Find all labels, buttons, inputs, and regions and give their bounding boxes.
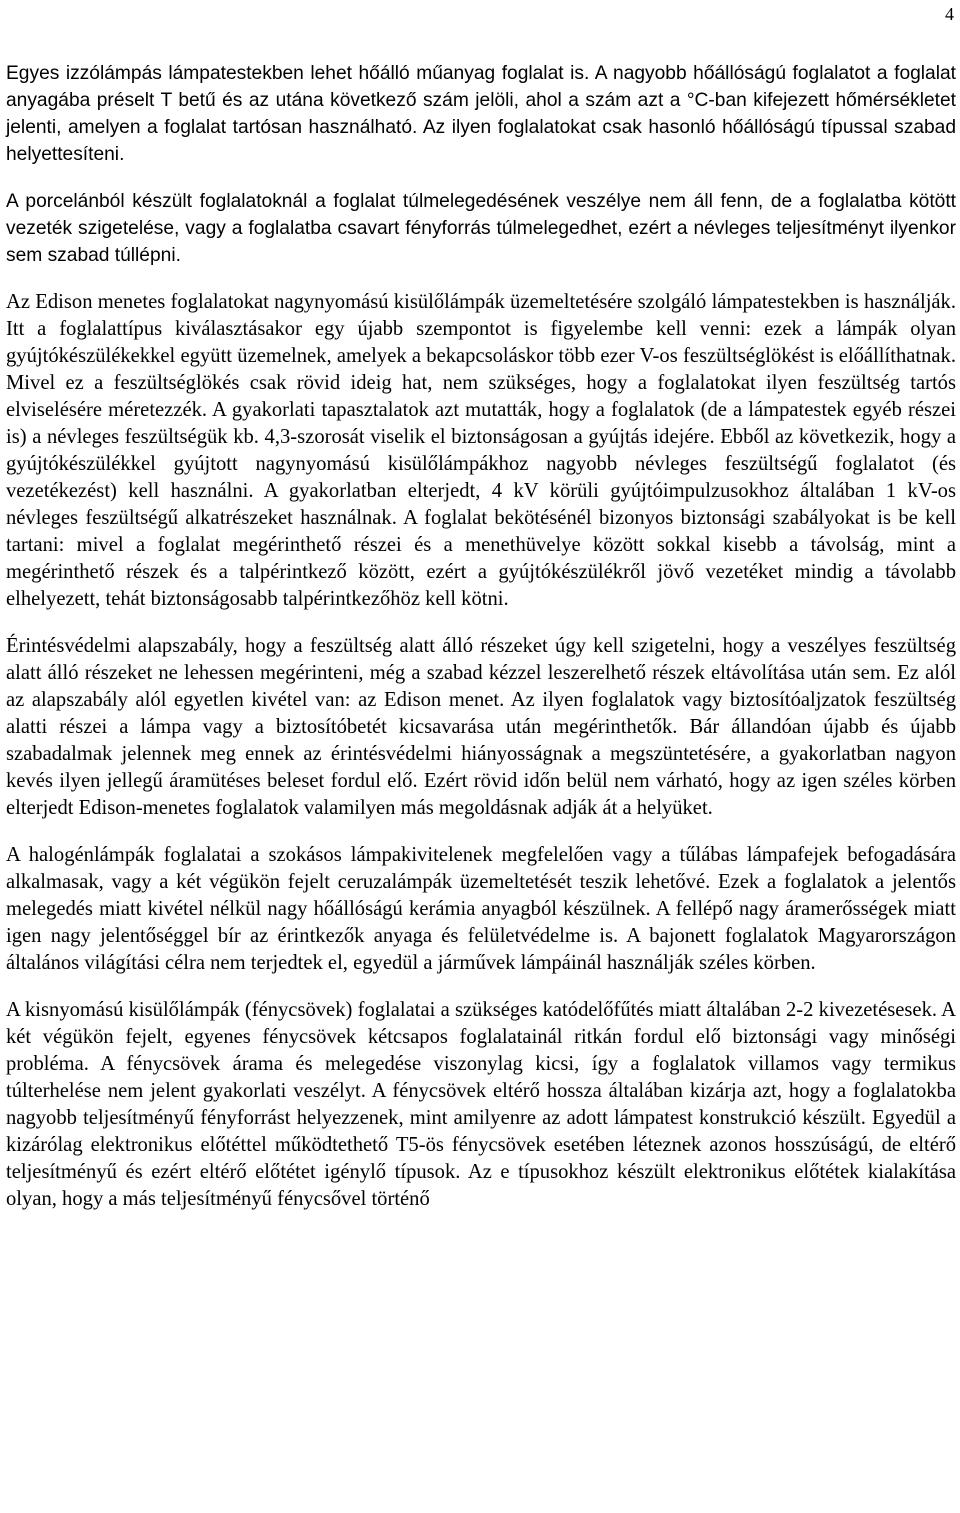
paragraph-1 <box>6 60 956 168</box>
paragraph-4: Érintésvédelmi alapszabály, hogy a feszültség alatt álló részeket úgy kell szigetelni, hogy a veszélyes feszültség alatt álló részeket ne lehessen megérinteni, még a szabad kézzel leszerelhető részek eltávolítása után sem. Ez alól az alapszabály alól egyetlen kivétel van: az Edison menet. Az ilyen foglalatok vagy biztosítóaljzatok feszültség alatti részei a lámpa vagy a biztosítóbetét kicsavarása után megérinthetők. Bár állandóan újabb és újabb szabadalmak jelennek meg ennek az érintésvédelmi hiányosságnak a megszüntetésére, a gyakorlatban nagyon kevés ilyen jellegű áramütéses beleset fordul elő. Ezért rövid időn belül nem várható, hogy az igen széles körben elterjedt Edison-menetes foglalatok valamilyen más megoldásnak adják át a helyüket. <box>6 635 956 819</box>
paragraph-3: Az Edison menetes foglalatokat nagynyomású kisülőlámpák üzemeltetésére szolgáló lámpatestekben is használják. Itt a foglalattípus kiválasztásakor egy újabb szempontot is figyelembe kell venni: ezek a lámpák olyan gyújtókészülékekkel együtt üzemelnek, amelyek a bekapcsoláskor több ezer V-os feszültséglökést is előállíthatnak. Mivel ez a feszültséglökés csak rövid ideig hat, nem szükséges, hogy a foglalatokat ilyen feszültség tartós elviselésére méretezzék. A gyakorlati tapasztalatok azt mutatták, hogy a foglalatok (de a lámpatestek egyéb részei is) a névleges feszültségük kb. 4,3-szorosát viselik el biztonságosan a gyújtás idejére. Ebből az következik, hogy a gyújtókészülékkel gyújtott nagynyomású kisülőlámpákhoz nagyobb névleges feszültségű foglalatot (és vezetékezést) kell használni. A gyakorlatban elterjedt, 4 kV körüli gyújtóimpulzusokhoz általában 1 kV-os névleges feszültségű alkatrészeket használnak. A foglalat bekötésénél bizonyos biztonsági szabályokat is be kell tartani: mivel a foglalat megérinthető részei és a menethüvelye között sokkal kisebb a távolság, mint a megérinthető részek és a talpérintkező között, ezért a gyújtókészülékről jövő vezetéket mindig a távolabb elhelyezett, tehát biztonságosabb talpérintkezőhöz kell kötni. <box>6 291 956 610</box>
page-number: 4 <box>945 4 954 24</box>
paragraph-5: A halogénlámpák foglalatai a szokásos lámpakivitelenek megfelelően vagy a tűlábas lámpafejek befogadására alkalmasak, vagy a két végükön fejelt ceruzalámpák üzemeltetését teszik lehetővé. Ezek a foglalatok a jelentős melegedés miatt kivétel nélkül nagy hőállóságú kerámia anyagból készülnek. A fellépő nagy áramerősségek miatt igen nagy jelentőséggel bír az érintkezők anyaga és felületvédelme is. A bajonett foglalatok Magyarországon általános világítási célra nem terjedtek el, egyedül a járművek lámpáinál használják széles körben. <box>6 844 956 974</box>
paragraph-2: A porcelánból készült foglalatoknál a foglalat túlmelegedésének veszélye nem áll fenn, de a foglalatba kötött vezeték szigetelése, vagy a foglalatba csavart fényforrás túlmelegedhet, ezért a névleges teljesítményt ilyenkor sem szabad túllépni. <box>6 191 956 266</box>
paragraph-1-part-b: Az ilyen foglalatokat csak hasonló hőállóságú típussal szabad helyettesíteni. <box>6 117 957 165</box>
paragraph-6: A kisnyomású kisülőlámpák (fénycsövek) foglalatai a szükséges katódelőfűtés miatt általában 2-2 kivezetésesek. A két végükön fejelt, egyenes fénycsövek kétcsapos foglalatainál ritkán fordul elő biztonsági vagy minőségi probléma. A fénycsövek árama és melegedése viszonylag kicsi, így a foglalatok villamos vagy termikus túlterhelése nem jelent gyakorlati veszélyt. A fénycsövek eltérő hossza általában kizárja azt, hogy a foglalatokba nagyobb teljesítményű fényforrást helyezzenek, mint amilyenre az adott lámpatest konstrukció készült. Egyedül a kizárólag elektronikus előtéttel működtethető T5-ös fénycsövek esetében léteznek azonos hosszúságú, de eltérő teljesítményű és ezért eltérő előtétet igénylő típusok. Az e típusokhoz készült elektronikus előtétek kialakítása olyan, hogy a más teljesítményű fénycsővel történő <box>6 999 956 1210</box>
paragraph-1-part-a: Egyes izzólámpás lámpatestekben lehet hőálló műanyag foglalat is. A nagyobb hőállóságú foglalatot a foglalat anyagába préselt T betű és az utána következő szám jelöli, ahol a szám azt a °C-ban kifejezett hőmérsékletet jelenti, amelyen a foglalat tartósan használható. <box>6 63 956 138</box>
